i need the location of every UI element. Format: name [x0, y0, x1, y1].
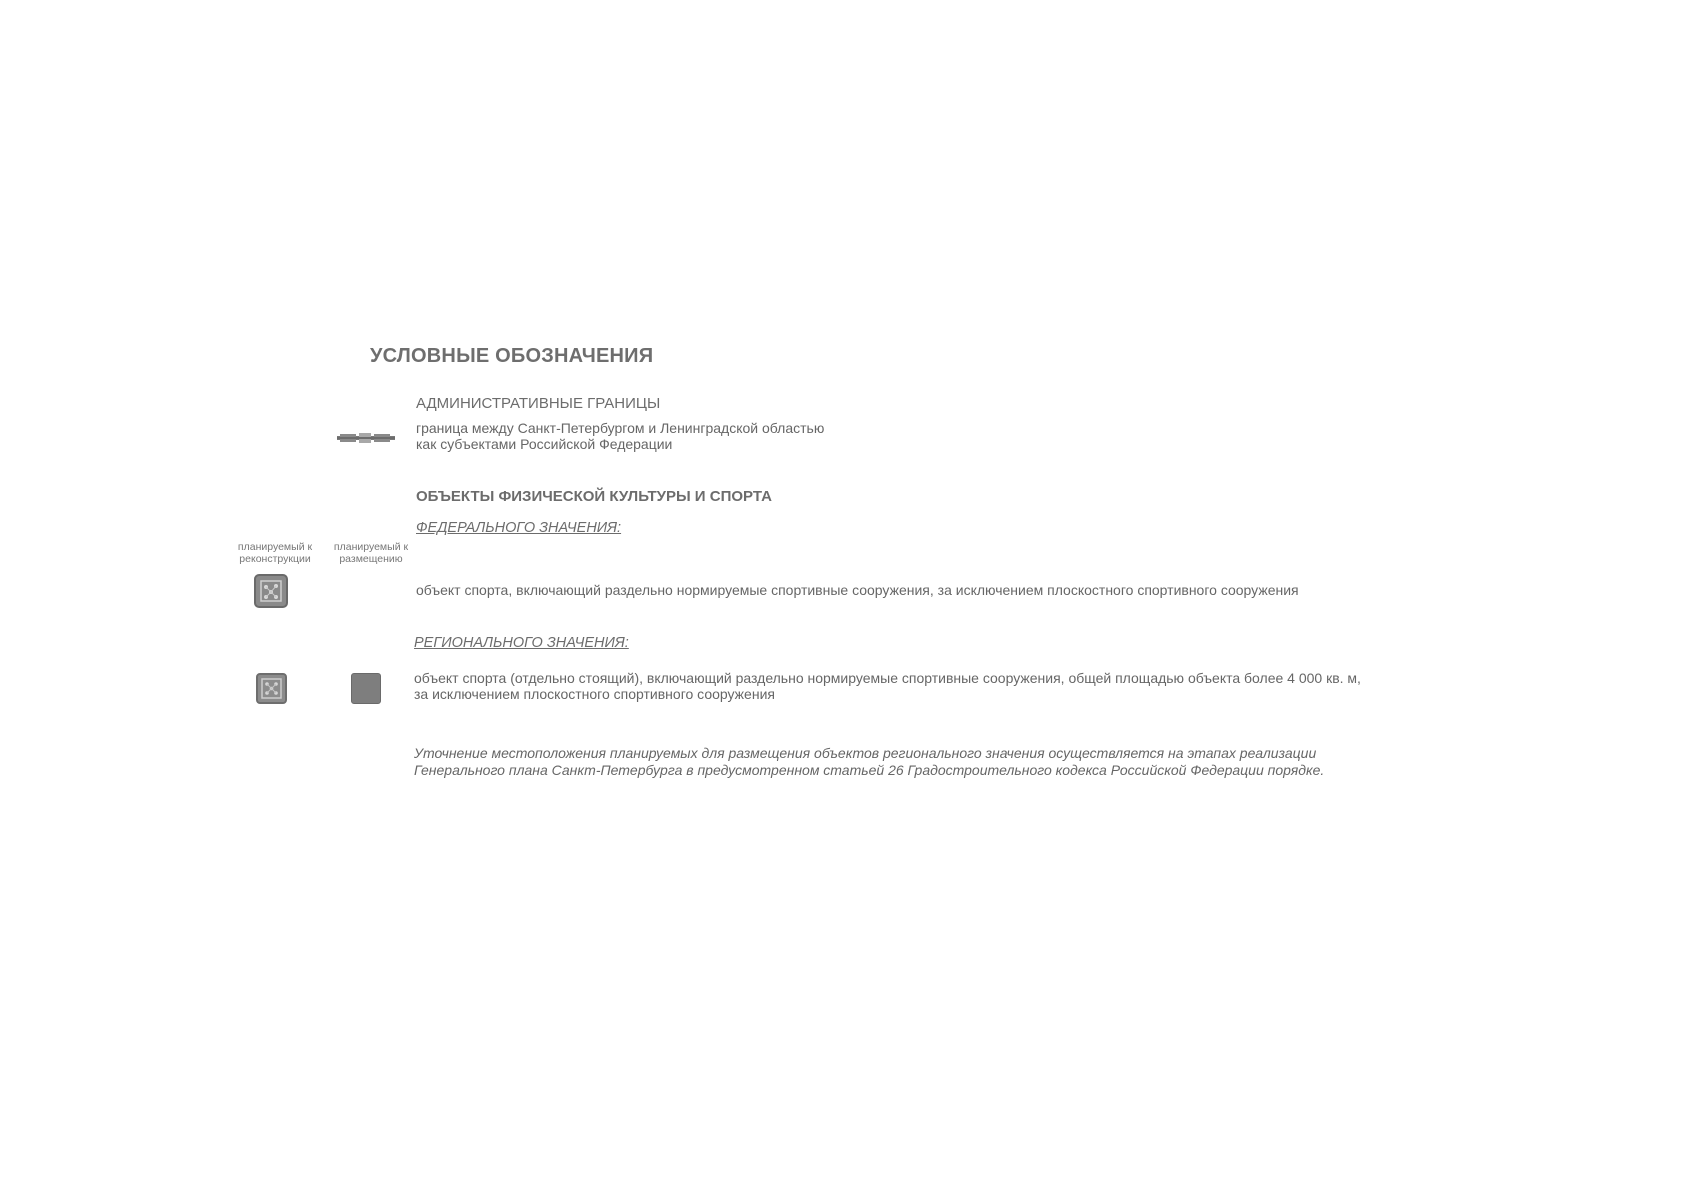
- column-label-reconstruction: [225, 541, 325, 565]
- sport-object-placement-icon: [351, 673, 381, 704]
- location-clarification-note: [414, 745, 1324, 779]
- admin-boundaries-heading: АДМИНИСТРАТИВНЫЕ ГРАНИЦЫ: [416, 395, 661, 412]
- regional-significance-heading: РЕГИОНАЛЬНОГО ЗНАЧЕНИЯ:: [414, 635, 629, 651]
- boundary-description-line1: граница между Санкт-Петербургом и Ленинградской областью: [416, 420, 825, 436]
- column-label-reconstruction-line1: планируемый к: [237, 541, 313, 553]
- federal-significance-heading: ФЕДЕРАЛЬНОГО ЗНАЧЕНИЯ:: [416, 520, 622, 536]
- sports-objects-heading: ОБЪЕКТЫ ФИЗИЧЕСКОЙ КУЛЬТУРЫ И СПОРТА: [416, 488, 772, 505]
- boundary-description: [416, 420, 824, 452]
- regional-sport-object-description-line2: за исключением плоскостного спортивного сооружения: [414, 686, 775, 702]
- sport-object-reconstruction-icon: [256, 673, 287, 704]
- column-label-placement-line2: размещению: [339, 553, 403, 565]
- regional-sport-object-description-line1: объект спорта (отдельно стоящий), включающий раздельно нормируемые спортивные сооружения, общей площадью объекта более 4 000 кв. м,: [414, 670, 1361, 686]
- column-label-placement-line1: планируемый к: [333, 541, 409, 553]
- state-boundary-line-icon: [337, 433, 395, 443]
- regional-sport-object-description: [414, 670, 1361, 702]
- column-label-reconstruction-line2: реконструкции: [239, 553, 311, 565]
- legend-title: УСЛОВНЫЕ ОБОЗНАЧЕНИЯ: [370, 345, 654, 367]
- column-label-placement: [321, 541, 421, 565]
- location-clarification-note-line1: Уточнение местоположения планируемых для размещения объектов регионального значения осуществляется на этапах реализации: [414, 745, 1317, 761]
- boundary-description-line2: как субъектами Российской Федерации: [416, 436, 673, 452]
- location-clarification-note-line2: Генерального плана Санкт-Петербурга в предусмотренном статьей 26 Градостроительного кодекса Российской Федерации порядке.: [414, 762, 1325, 778]
- federal-sport-object-description: объект спорта, включающий раздельно нормируемые спортивные сооружения, за исключением плоскостного спортивного сооружения: [416, 582, 1299, 598]
- sport-object-reconstruction-icon: [254, 574, 288, 608]
